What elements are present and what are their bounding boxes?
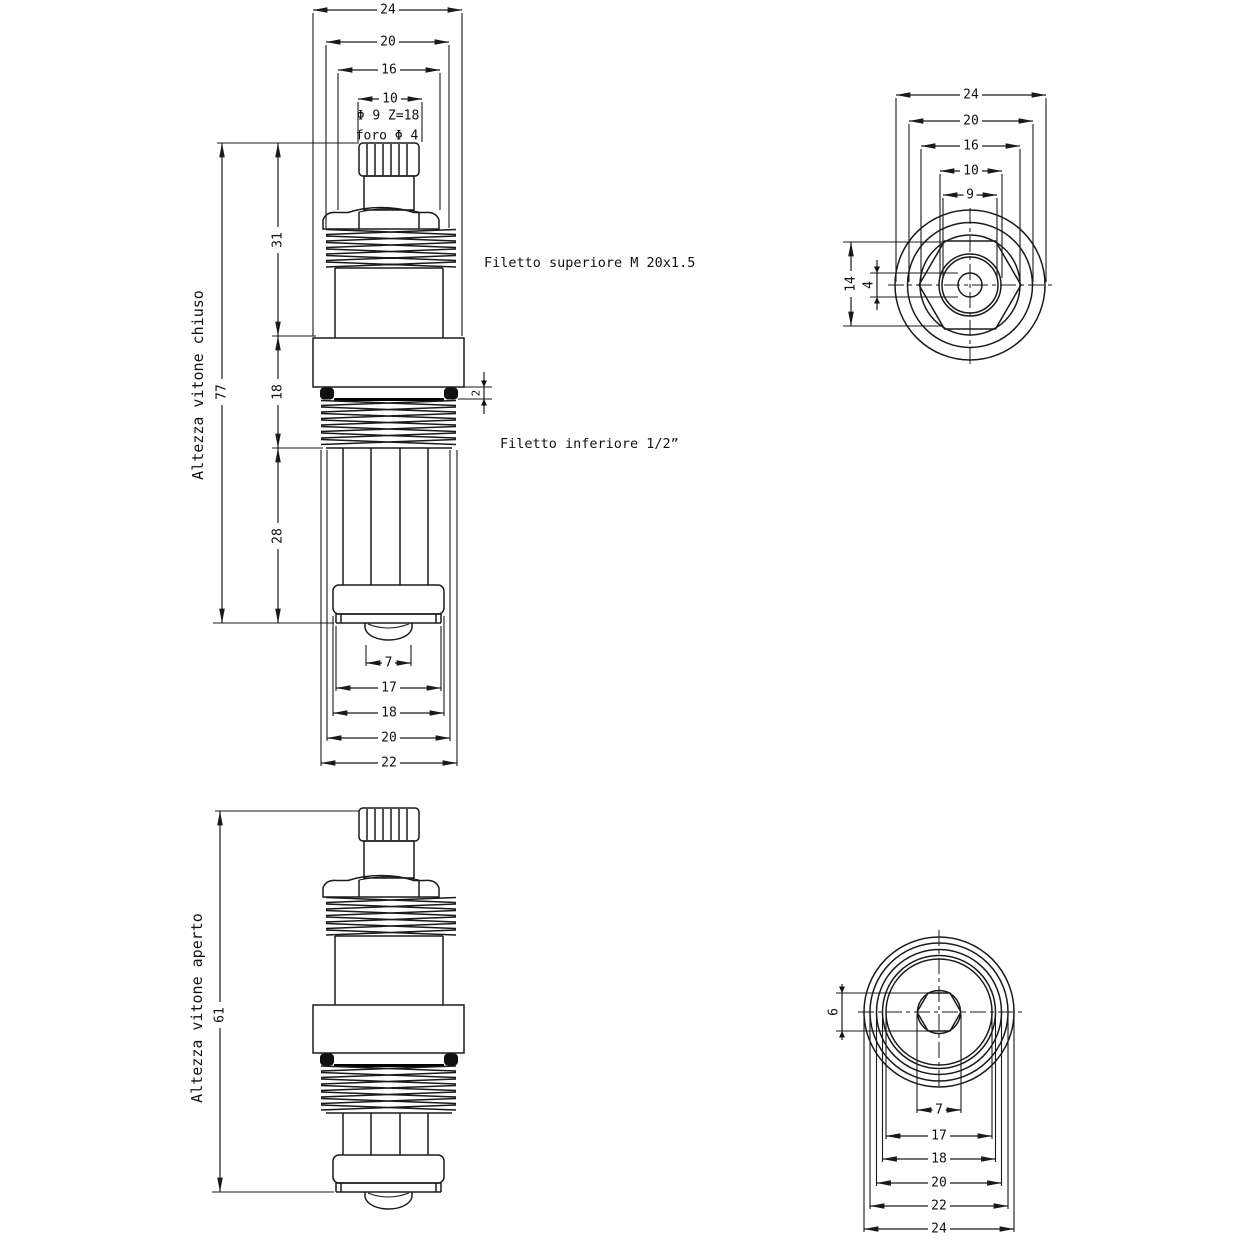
svg-text:18: 18	[270, 384, 286, 400]
svg-text:16: 16	[381, 62, 397, 78]
knurled-spindle	[359, 143, 419, 176]
note-upper-thread: Filetto superiore M 20x1.5	[484, 255, 696, 271]
washer-disc	[336, 614, 441, 623]
dim-height-61	[188, 811, 359, 1192]
washer-holder	[333, 585, 444, 614]
svg-text:7: 7	[384, 655, 393, 671]
stem-open	[343, 1113, 428, 1155]
svg-text:4: 4	[861, 281, 877, 289]
svg-text:20: 20	[380, 34, 396, 50]
body-cylinder	[335, 268, 443, 338]
svg-text:14: 14	[843, 276, 859, 292]
spline-spec-note: Φ 9 Z=18	[356, 108, 420, 124]
upper-thread	[326, 230, 456, 268]
front-view-open	[188, 808, 464, 1209]
lower-thread-open	[321, 1066, 456, 1113]
svg-text:18: 18	[381, 705, 397, 721]
washer-holder-open	[333, 1155, 444, 1183]
washer-disc-open	[336, 1183, 441, 1192]
svg-text:22: 22	[931, 1198, 947, 1214]
svg-text:6: 6	[826, 1008, 842, 1016]
svg-text:22: 22	[381, 755, 397, 771]
dim-height-segments	[271, 143, 324, 623]
svg-text:20: 20	[381, 730, 397, 746]
svg-text:77: 77	[214, 384, 230, 400]
svg-text:18: 18	[931, 1151, 947, 1167]
flange	[313, 338, 464, 387]
height-label-open: Altezza vitone aperto	[188, 913, 206, 1103]
oring-right	[444, 388, 458, 400]
oring-left-open	[320, 1054, 334, 1066]
spindle-hole-note: foro Φ 4	[355, 128, 419, 144]
spindle-neck	[364, 176, 414, 210]
svg-text:24: 24	[931, 1221, 947, 1237]
svg-text:20: 20	[931, 1175, 947, 1191]
dim-dia-10	[940, 164, 1002, 279]
stem	[343, 448, 428, 585]
svg-text:61: 61	[212, 1007, 228, 1023]
oring-right-open	[444, 1054, 458, 1066]
svg-text:17: 17	[931, 1128, 947, 1144]
seal-dome-open	[365, 1192, 412, 1209]
svg-text:10: 10	[382, 91, 398, 107]
svg-text:16: 16	[963, 138, 979, 154]
dim-bottom-7	[366, 645, 411, 671]
svg-text:24: 24	[963, 87, 979, 103]
top-view	[843, 88, 1053, 369]
knurled-spindle-open	[359, 808, 419, 841]
body-cylinder-open	[335, 936, 443, 1005]
flange-open	[313, 1005, 464, 1053]
svg-text:31: 31	[270, 232, 286, 248]
note-lower-thread: Filetto inferiore 1/2”	[500, 436, 679, 452]
svg-text:9: 9	[966, 187, 974, 203]
height-label-closed: Altezza vitone chiuso	[189, 290, 207, 480]
spindle-neck-open	[364, 841, 414, 878]
seal-dome	[365, 623, 412, 640]
svg-text:2: 2	[469, 389, 483, 397]
svg-text:10: 10	[963, 163, 979, 179]
svg-text:28: 28	[270, 528, 286, 544]
front-view-closed	[189, 3, 695, 771]
dim-bottom-22	[321, 450, 457, 771]
dim-bottom-20	[327, 450, 450, 746]
svg-text:7: 7	[935, 1102, 943, 1118]
svg-text:20: 20	[963, 113, 979, 129]
lower-thread	[321, 401, 456, 449]
dim-oring-2	[458, 372, 492, 414]
oring-left	[320, 388, 334, 400]
svg-text:24: 24	[380, 2, 396, 18]
svg-text:17: 17	[381, 680, 397, 696]
upper-thread-open	[326, 898, 456, 936]
bottom-view	[827, 930, 1023, 1237]
